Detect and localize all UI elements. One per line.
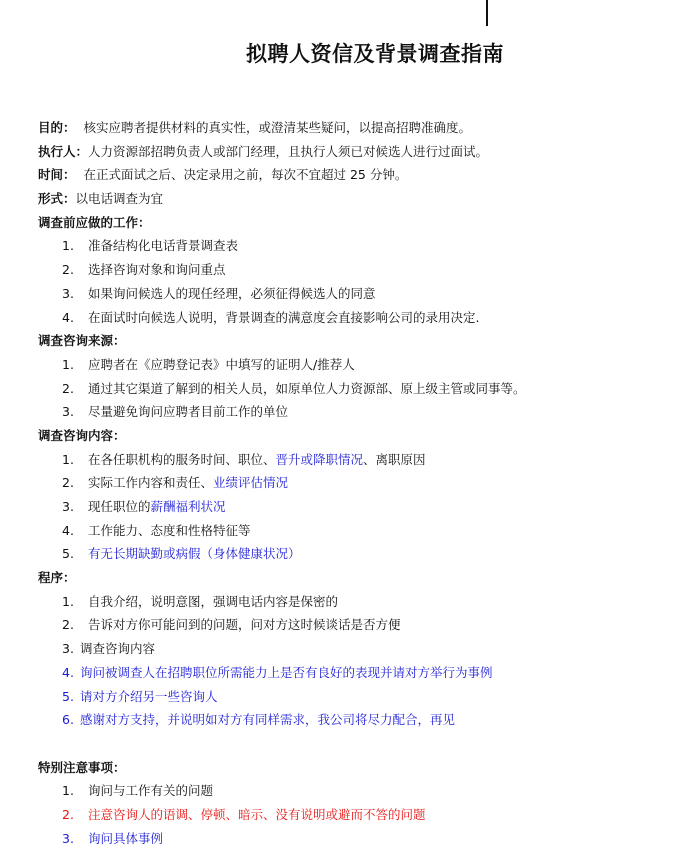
list-text-highlight: 业绩评估情况: [213, 475, 289, 491]
list-text: 请对方介绍另一些咨询人: [80, 688, 218, 704]
prep-heading: 调查前应做的工作：: [38, 214, 151, 230]
format-text: 以电话调查为宜: [75, 191, 164, 207]
list-number: 2.: [62, 262, 74, 278]
list-text-highlight: 有无长期缺勤或病假（身体健康状况）: [88, 546, 301, 562]
list-text: 通过其它渠道了解到的相关人员，如原单位人力资源部、原上级主管或同事等。: [88, 380, 526, 396]
list-item: [38, 779, 678, 803]
sources-heading: 调查咨询来源：: [38, 333, 126, 349]
list-text: 询问被调查人在招聘职位所需能力上是否有良好的表现并请对方举行为事例: [80, 664, 493, 680]
list-number: 1.: [62, 593, 74, 609]
list-text: 尽量避免询问应聘者目前工作的单位: [88, 404, 289, 420]
executor-text: 人力资源部招聘负责人或部门经理，且执行人须已对候选人进行过面试。: [88, 143, 489, 159]
list-text: 、离职原因: [363, 451, 426, 467]
list-text: 准备结构化电话背景调查表: [88, 238, 239, 254]
list-item: [38, 448, 678, 472]
list-number: 5.: [62, 546, 74, 562]
list-item: [38, 519, 678, 543]
spacer: [38, 732, 678, 756]
list-text-highlight: 晋升或降职情况: [275, 451, 364, 467]
format-line: [38, 187, 678, 211]
purpose-label: 目的：: [38, 120, 76, 135]
list-text: 自我介绍，说明意图，强调电话内容是保密的: [88, 593, 339, 609]
contents-heading: 调查咨询内容：: [38, 427, 126, 443]
list-text: 在各任职机构的服务时间、职位、: [88, 451, 276, 467]
list-text: 询问具体事例: [88, 830, 164, 846]
list-number: 4.: [62, 309, 74, 325]
list-item: [38, 685, 678, 709]
list-item: [38, 377, 678, 401]
list-item: [38, 282, 678, 306]
executor-label: 执行人：: [38, 143, 89, 159]
purpose-text: 核实应聘者提供材料的真实性，或澄清某些疑问，以提高招聘准确度。: [83, 120, 471, 135]
list-number: 1.: [62, 356, 74, 372]
list-text-highlight: 薪酬福利状况: [150, 499, 226, 514]
list-item: [38, 471, 678, 495]
list-item: [38, 708, 678, 732]
list-item: [38, 495, 678, 519]
text-cursor: [486, 0, 488, 26]
list-item: [38, 306, 678, 330]
list-number: 5.: [62, 688, 74, 704]
list-number: 4.: [62, 664, 74, 680]
purpose-line: [38, 116, 678, 140]
list-number: 6.: [62, 712, 74, 728]
list-text: 在面试时向候选人说明，背景调查的满意度会直接影响公司的录用决定.: [88, 309, 480, 325]
list-number: 3.: [62, 404, 74, 420]
list-text: 询问与工作有关的问题: [88, 783, 214, 799]
procedure-heading: 程序：: [38, 570, 76, 586]
list-item: [38, 542, 678, 566]
list-text: 工作能力、态度和性格特征等: [88, 522, 251, 538]
list-number: 3.: [62, 830, 74, 846]
notes-heading: 特别注意事项：: [38, 759, 126, 775]
list-number: 3.: [62, 641, 74, 657]
list-text: 实际工作内容和责任、: [88, 475, 214, 491]
document-title: 拟聘人资信及背景调查指南: [246, 42, 504, 66]
list-text: 应聘者在《应聘登记表》中填写的证明人/推荐人: [88, 356, 355, 372]
list-text: 感谢对方支持，并说明如对方有同样需求，我公司将尽力配合，再见: [80, 712, 456, 728]
timing-line: [38, 163, 678, 187]
list-item: [38, 637, 678, 661]
timing-text: 在正式面试之后、决定录用之前，每次不宜超过 25 分钟。: [83, 167, 408, 183]
list-text: 告诉对方你可能问到的问题，问对方这时候谈话是否方便: [88, 617, 401, 633]
list-item: [38, 353, 678, 377]
executor-line: [38, 140, 678, 164]
list-number: 3.: [62, 499, 74, 514]
list-number: 1.: [62, 783, 74, 799]
list-number: 2.: [62, 806, 74, 822]
list-number: 2.: [62, 475, 74, 491]
list-item: [38, 400, 678, 424]
list-text: 调查咨询内容: [80, 641, 156, 657]
list-number: 1.: [62, 238, 74, 254]
list-item: [38, 803, 678, 827]
list-number: 2.: [62, 617, 74, 633]
list-item: [38, 827, 678, 851]
timing-label: 时间：: [38, 167, 76, 183]
list-number: 1.: [62, 451, 74, 467]
list-text: 选择咨询对象和询问重点: [88, 262, 226, 278]
list-number: 4.: [62, 522, 74, 538]
document-body: [38, 116, 678, 850]
list-item: [38, 590, 678, 614]
list-item: [38, 613, 678, 637]
list-text: 现任职位的: [88, 499, 151, 514]
list-text: 如果询问候选人的现任经理，必须征得候选人的同意: [88, 285, 376, 301]
list-item: [38, 661, 678, 685]
format-label: 形式：: [38, 191, 76, 207]
list-item: [38, 258, 678, 282]
list-number: 3.: [62, 285, 74, 301]
list-number: 2.: [62, 380, 74, 396]
list-text: 注意咨询人的语调、停顿、暗示、没有说明或避而不答的问题: [88, 806, 426, 822]
list-item: [38, 234, 678, 258]
